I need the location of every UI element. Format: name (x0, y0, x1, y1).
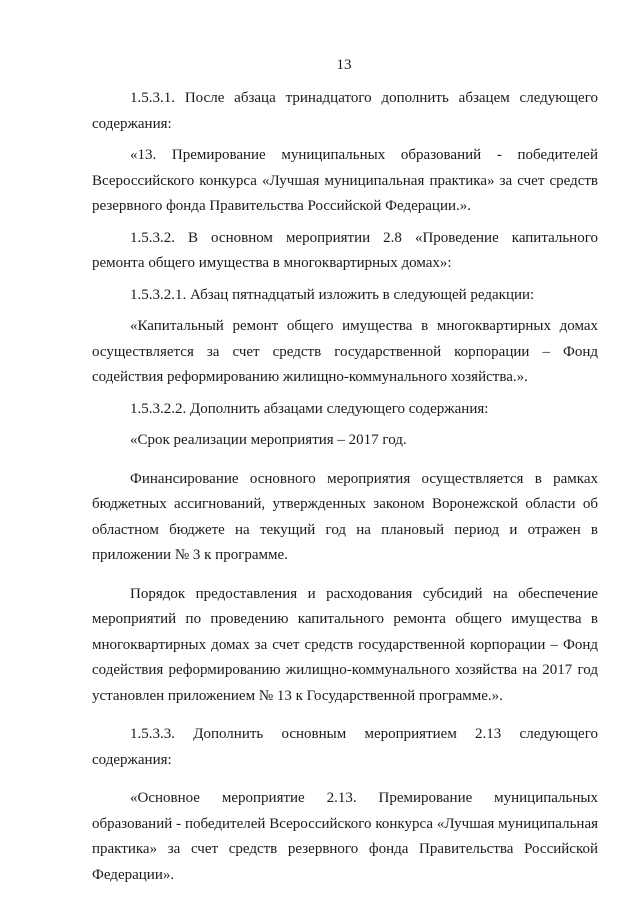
paragraph-1-5-3-3: 1.5.3.3. Дополнить основным мероприятием 2.13 следующего содержания: (92, 726, 598, 768)
document-body (92, 86, 598, 894)
paragraph-1-5-3-2-2: 1.5.3.2.2. Дополнить абзацами следующего содержания: (130, 400, 489, 417)
paragraph-quote-13: «13. Премирование муниципальных образований - победителей Всероссийского конкурса «Лучшая муниципальная практика» за счет средств резервного фонда Правительства Российской Федерации.». (92, 147, 598, 214)
paragraph-term: «Срок реализации мероприятия – 2017 год. (130, 432, 407, 448)
paragraph-capital-repair: «Капитальный ремонт общего имущества в многоквартирных домах осуществляется за счет средств государственной корпорации – Фонд содействия реформированию жилищно-коммунального хозяйства.». (92, 318, 598, 385)
paragraph-main-activity-2-13: «Основное мероприятие 2.13. Премирование муниципальных образований - победителей Всероссийского конкурса «Лучшая муниципальная практика» за счет средств резервного фонда Правительства Российской Федерации». (92, 790, 598, 883)
page-number: 13 (336, 57, 352, 73)
paragraph-1-5-3-1: 1.5.3.1. После абзаца тринадцатого дополнить абзацем следующего содержания: (92, 90, 598, 132)
paragraph-procedure: Порядок предоставления и расходования субсидий на обеспечение мероприятий по проведению капитального ремонта общего имущества в многоквартирных домах за счет средств государственной корпорации – Фонд содействия реформированию жилищно-коммунального хозяйства на 2017 год установлен приложением № 13 к Государственной программе.». (92, 585, 598, 704)
paragraph-1-5-3-2: 1.5.3.2. В основном мероприятии 2.8 «Проведение капитального ремонта общего имущества в многоквартирных домах»: (92, 229, 598, 271)
paragraph-1-5-3-2-1: 1.5.3.2.1. Абзац пятнадцатый изложить в следующей редакции: (130, 286, 535, 303)
paragraph-financing: Финансирование основного мероприятия осуществляется в рамках бюджетных ассигнований, утвержденных законом Воронежской области об областном бюджете на текущий год на плановый период и отражен в приложении № 3 к программе. (92, 470, 598, 563)
